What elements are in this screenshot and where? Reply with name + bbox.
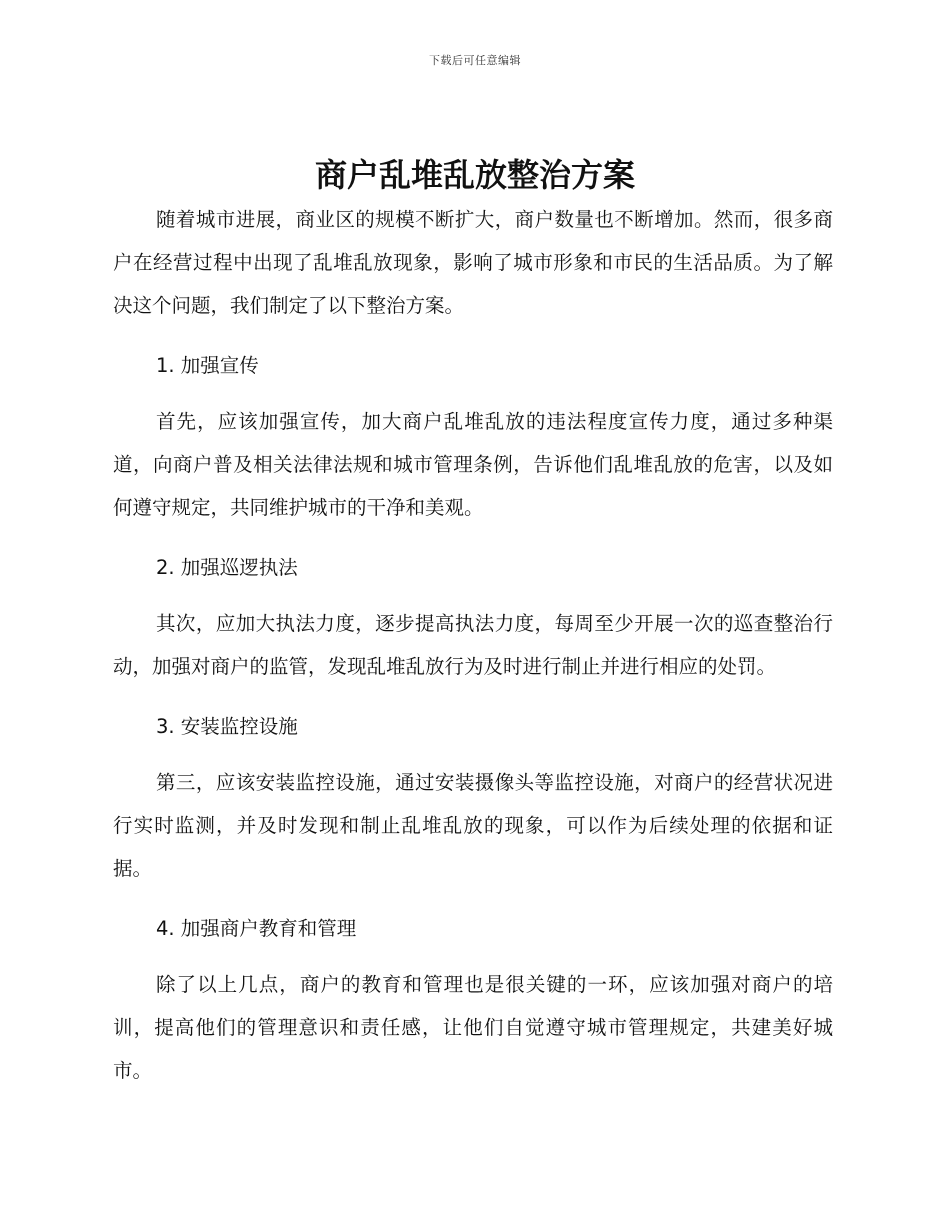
intro-paragraph: 随着城市进展，商业区的规模不断扩大，商户数量也不断增加。然而，很多商户在经营过程中出现了乱堆乱放现象，影响了城市形象和市民的生活品质。为了解决这个问题，我们制定了以下整治方案。 xyxy=(113,208,833,317)
section-body-education: 除了以上几点，商户的教育和管理也是很关键的一环，应该加强对商户的培训，提高他们的管理意识和责任感，让他们自觉遵守城市管理规定，共建美好城市。 xyxy=(113,973,833,1082)
section-body-patrol: 其次，应加大执法力度，逐步提高执法力度，每周至少开展一次的巡查整治行动，加强对商户的监管，发现乱堆乱放行为及时进行制止并进行相应的处罚。 xyxy=(113,612,833,678)
section-heading-education: 4. 加强商户教育和管理 xyxy=(156,917,357,940)
document-body xyxy=(113,198,833,1092)
section-heading-patrol: 2. 加强巡逻执法 xyxy=(156,556,298,579)
section-body-monitoring: 第三，应该安装监控设施，通过安装摄像头等监控设施，对商户的经营状况进行实时监测，并及时发现和制止乱堆乱放的现象，可以作为后续处理的依据和证据。 xyxy=(113,771,833,880)
section-heading-publicity: 1. 加强宣传 xyxy=(156,354,259,377)
section-heading-monitoring: 3. 安装监控设施 xyxy=(156,715,298,738)
header-note: 下载后可任意编辑 xyxy=(429,54,521,67)
document-title: 商户乱堆乱放整治方案 xyxy=(314,156,635,194)
section-body-publicity: 首先，应该加强宣传，加大商户乱堆乱放的违法程度宣传力度，通过多种渠道，向商户普及相关法律法规和城市管理条例，告诉他们乱堆乱放的危害，以及如何遵守规定，共同维护城市的干净和美观。 xyxy=(113,410,833,519)
